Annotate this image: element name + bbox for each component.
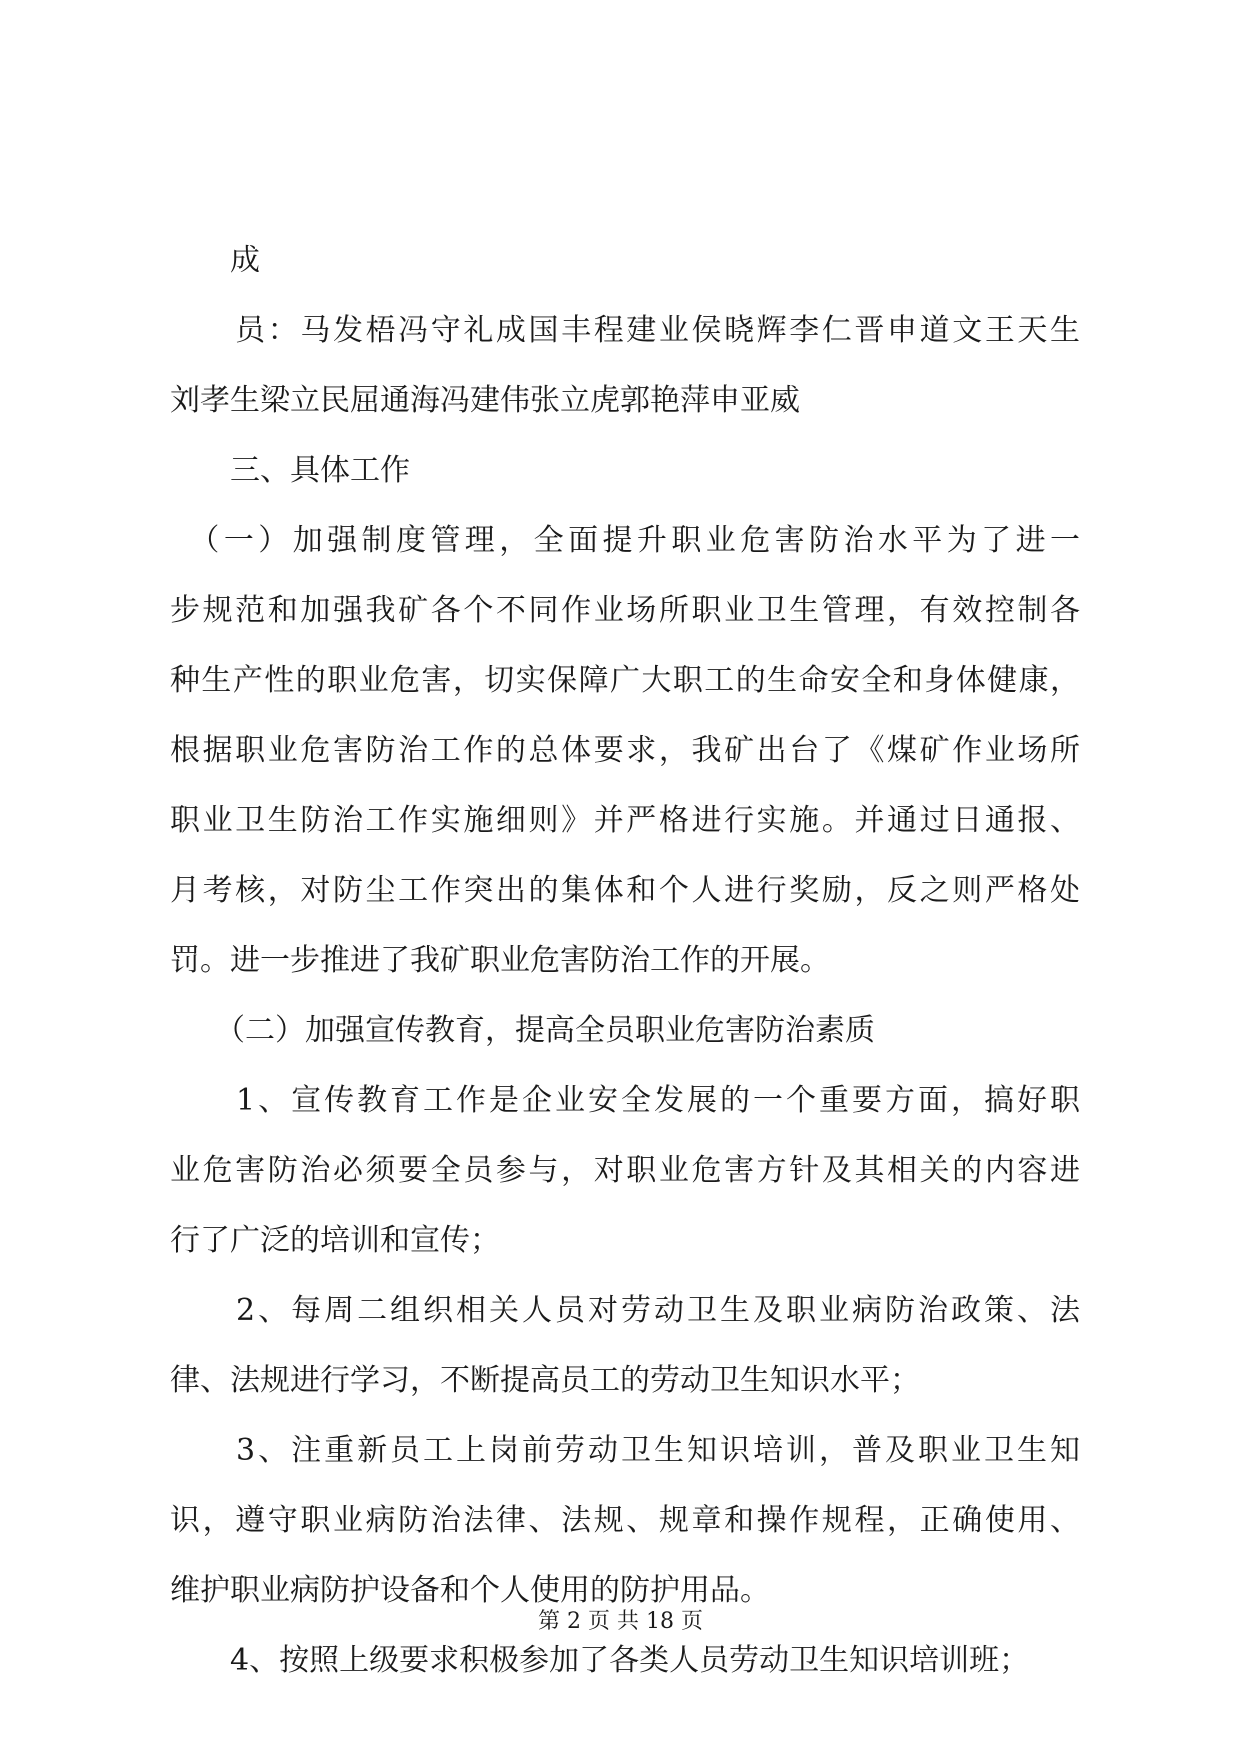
text-line: 根据职业危害防治工作的总体要求，我矿出台了《煤矿作业场所 [170, 733, 1080, 768]
text-line: 罚。进一步推进了我矿职业危害防治工作的开展。 [170, 943, 830, 978]
text-line: 业危害防治必须要全员参与，对职业危害方针及其相关的内容进 [170, 1153, 1080, 1188]
text-line: 月考核，对防尘工作突出的集体和个人进行奖励，反之则严格处 [170, 873, 1080, 908]
text-line: 3、注重新员工上岗前劳动卫生知识培训，普及职业卫生知 [170, 1433, 1080, 1468]
text-line: （一）加强制度管理，全面提升职业危害防治水平为了进一 [170, 523, 1080, 558]
text-line: 律、法规进行学习，不断提高员工的劳动卫生知识水平； [170, 1363, 920, 1398]
text-line: 步规范和加强我矿各个不同作业场所职业卫生管理，有效控制各 [170, 593, 1080, 628]
text-line: 职业卫生防治工作实施细则》并严格进行实施。并通过日通报、 [170, 803, 1080, 838]
text-line: 1、宣传教育工作是企业安全发展的一个重要方面，搞好职 [170, 1083, 1080, 1118]
text-line: 2、每周二组织相关人员对劳动卫生及职业病防治政策、法 [170, 1293, 1080, 1328]
text-line: 种生产性的职业危害，切实保障广大职工的生命安全和身体健康， [170, 663, 1080, 698]
text-line: 成 [170, 243, 260, 278]
page-number-footer: 第 2 页 共 18 页 [538, 1609, 703, 1634]
text-line: 维护职业病防护设备和个人使用的防护用品。 [170, 1573, 770, 1608]
subsection-heading: （二）加强宣传教育，提高全员职业危害防治素质 [170, 1013, 875, 1048]
document-body [170, 226, 1080, 1696]
section-heading: 三、具体工作 [170, 453, 410, 488]
text-line: 4、按照上级要求积极参加了各类人员劳动卫生知识培训班； [170, 1643, 1030, 1678]
text-line: 刘孝生梁立民屈通海冯建伟张立虎郭艳萍申亚威 [170, 383, 800, 418]
text-line: 识，遵守职业病防治法律、法规、规章和操作规程，正确使用、 [170, 1503, 1080, 1538]
text-line: 行了广泛的培训和宣传； [170, 1223, 500, 1258]
text-line: 员：马发梧冯守礼成国丰程建业侯晓辉李仁晋申道文王天生 [170, 313, 1080, 348]
